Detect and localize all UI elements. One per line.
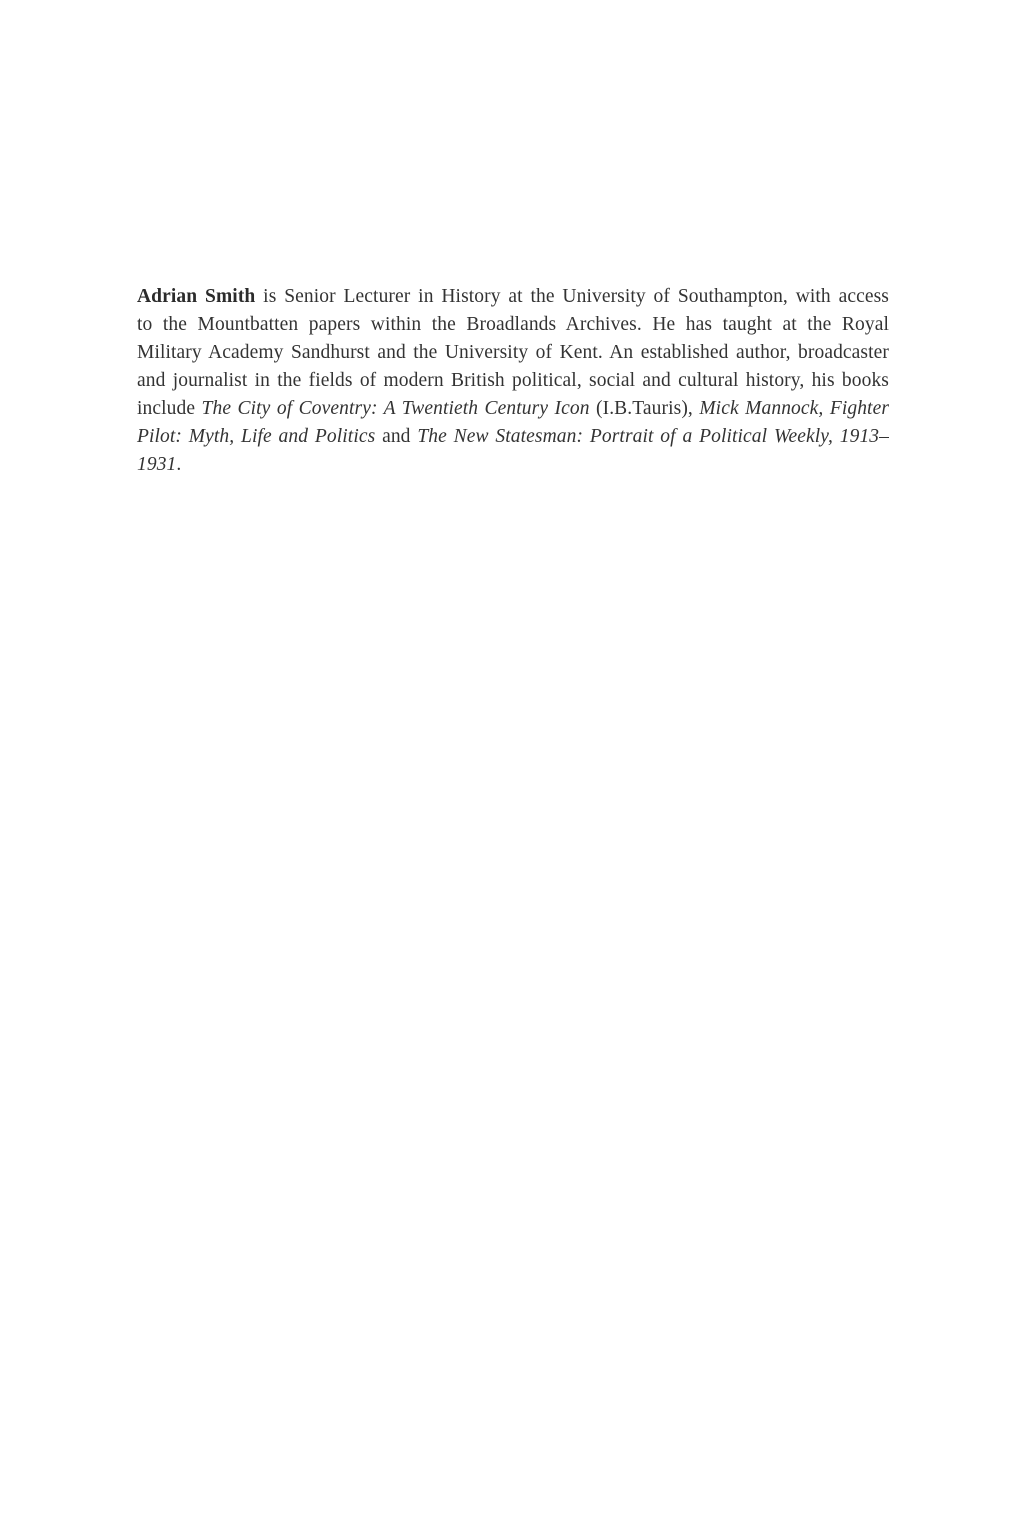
bio-text-3: and	[375, 426, 418, 447]
book-title-2: Mick Mannock, Fighter Pilot: Myth, Life and Politics	[137, 398, 890, 447]
author-name: Adrian Smith	[137, 286, 256, 307]
author-bio-paragraph	[137, 283, 889, 479]
book-title-1: The City of Coventry: A Twentieth Century Icon	[201, 398, 590, 419]
bio-text-4: .	[176, 454, 182, 475]
book-title-3: The New Statesman: Portrait of a Political Weekly, 1913–1931	[137, 426, 889, 475]
bio-text-1: is Senior Lecturer in History at the University of Southampton, with access to the Mountbatten papers within the Broadlands Archives. He has taught at the Royal Military Academy Sandhurst and the University of Kent. An established author, broadcaster and journalist in the fields of modern British political, social and cultural history, his books include	[137, 286, 889, 419]
bio-text-2: (I.B.Tauris),	[589, 398, 700, 419]
